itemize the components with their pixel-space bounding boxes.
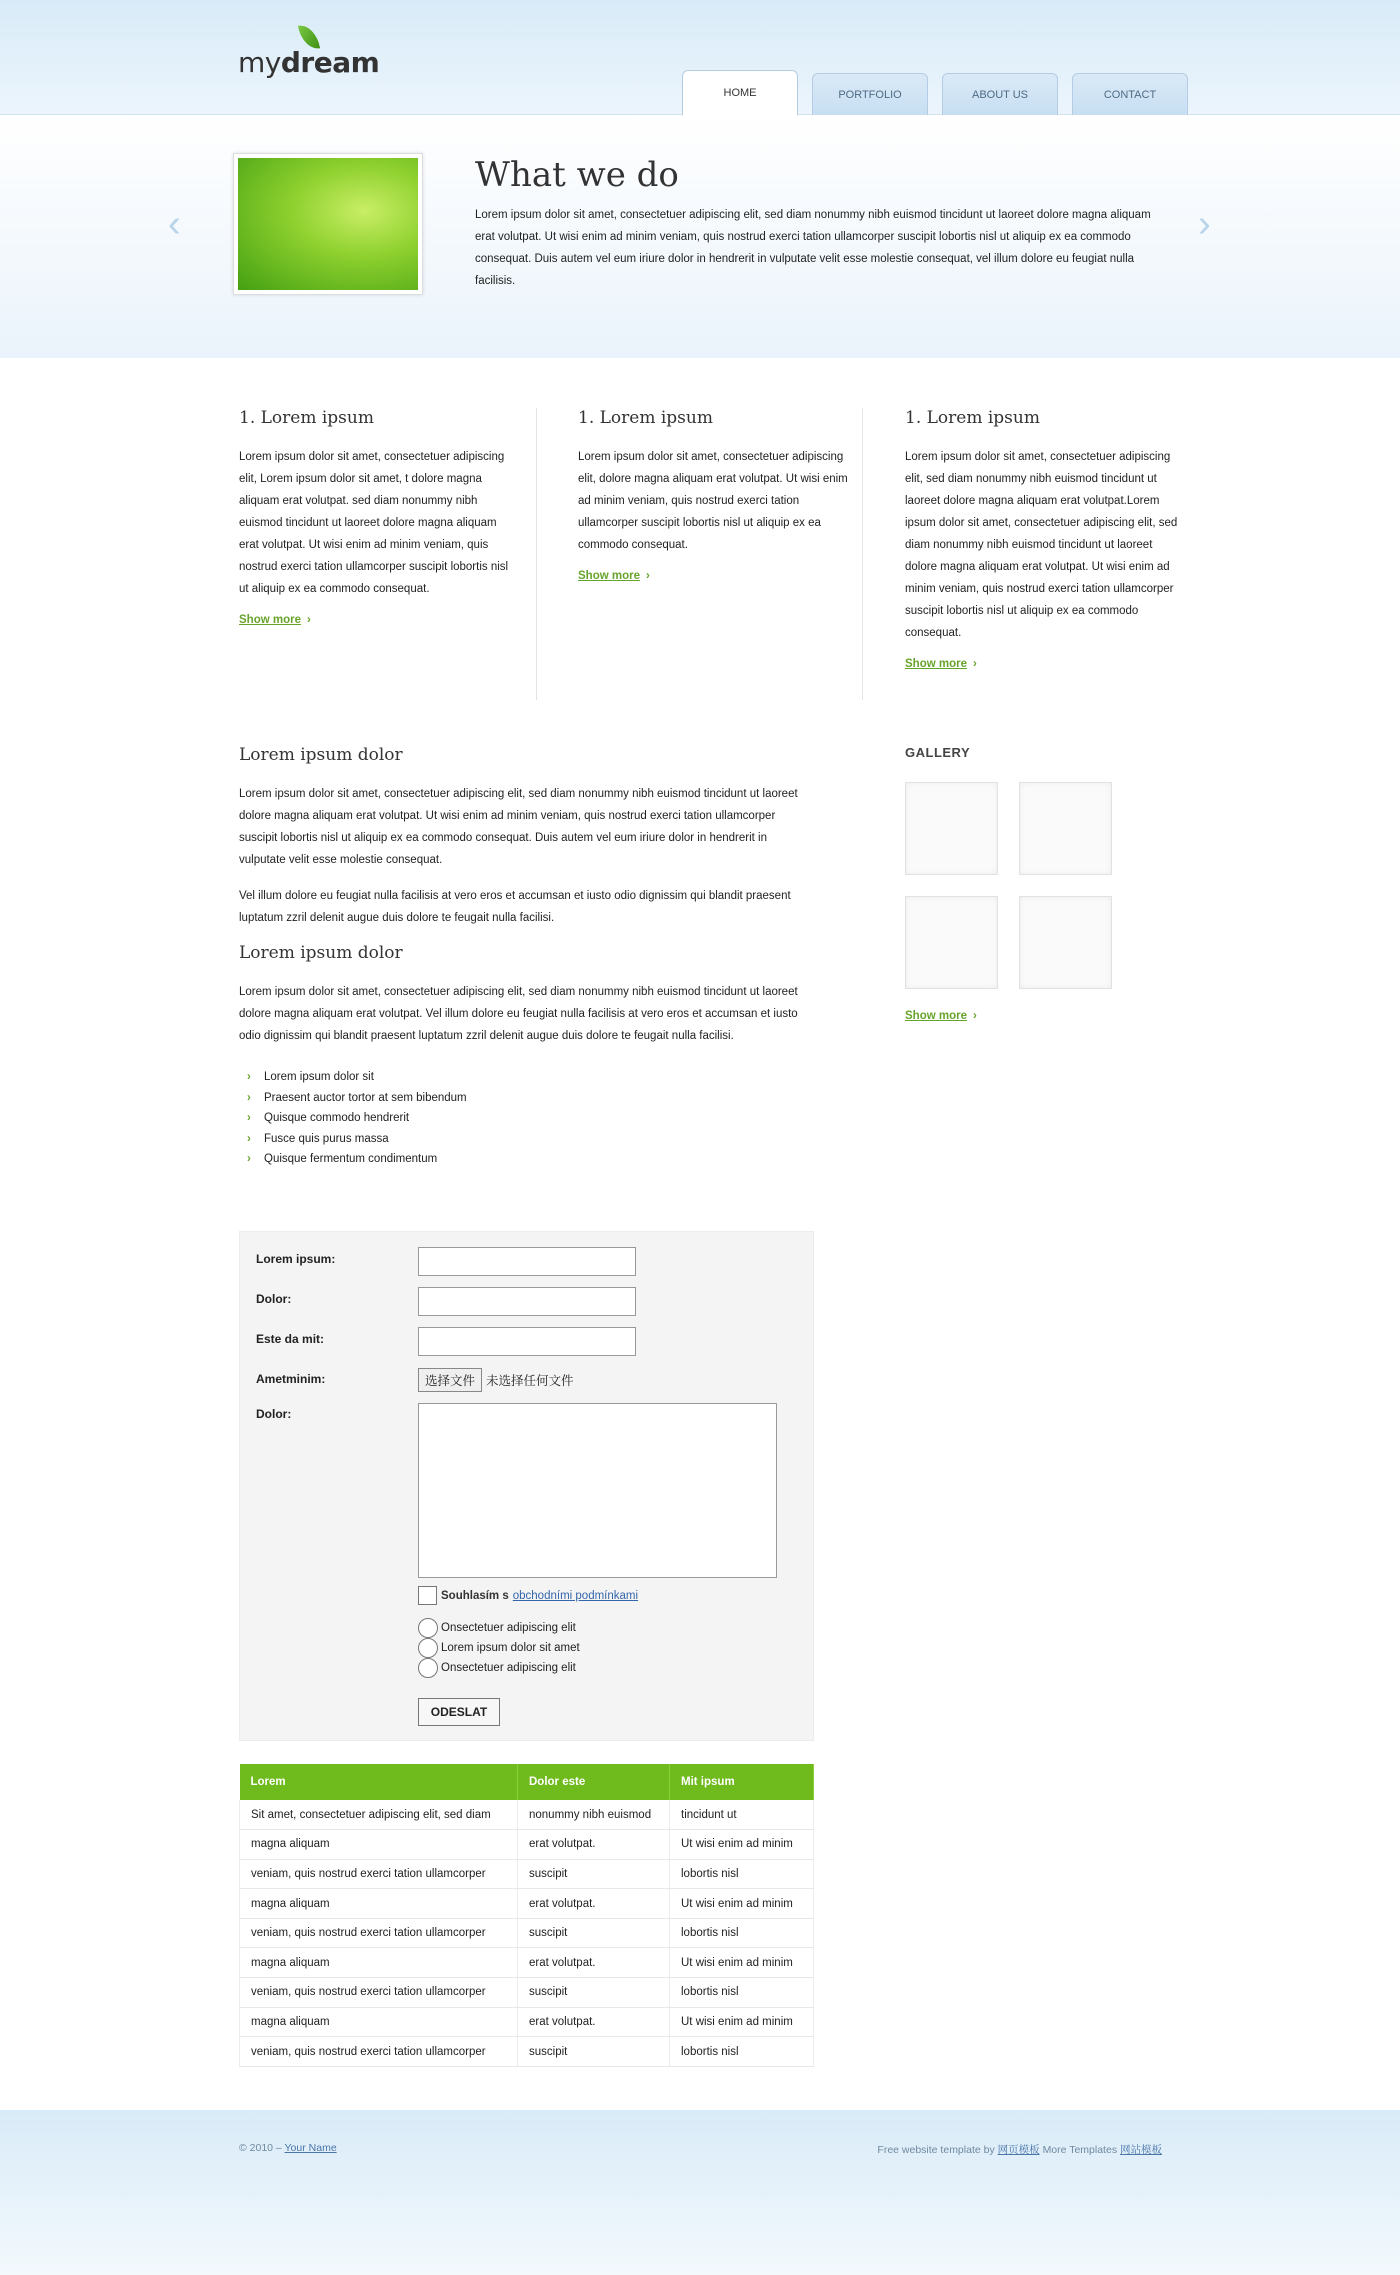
main-content xyxy=(239,745,814,1170)
table-row: veniam, quis nostrud exerci tation ullamcorper suscipit lobortis nisl xyxy=(240,1859,814,1889)
table-header: Mit ipsum xyxy=(670,1764,814,1800)
paragraph: Lorem ipsum dolor sit amet, consectetuer adipiscing elit, sed diam nonummy nibh euismod tincidunt ut laoreet dolore magna aliquam erat volutpat. Vel illum dolore eu feugiat nulla facilisis at vero eros et accumsan et iusto odio dignissim qui blandit praesent luptatum zzril delenit augue duis dolore te feugait nulla facilisi. xyxy=(239,986,798,1042)
more-templates-link[interactable]: 网站模板 xyxy=(1120,2144,1162,2156)
feature-column-1 xyxy=(239,408,514,626)
table-row: magna aliquam erat volutpat. Ut wisi enim ad minim xyxy=(240,1830,814,1860)
nav-tab-about-us[interactable]: ABOUT US xyxy=(942,73,1058,115)
paragraph: Lorem ipsum dolor sit amet, consectetuer adipiscing elit, sed diam nonummy nibh euismod tincidunt ut laoreet dolore magna aliquam erat volutpat. Ut wisi enim ad minim veniam, quis nostrud exerci tation ullamcorper suscipit lobortis nisl ut aliquip ex ea commodo consequat. Duis autem vel eum iriure dolor in hendrerit in vulputate velit esse molestie consequat. xyxy=(239,788,798,866)
dolor-input[interactable] xyxy=(418,1287,636,1316)
gallery-thumbnail[interactable] xyxy=(905,896,998,989)
gallery-thumbnail[interactable] xyxy=(1019,782,1112,875)
header xyxy=(0,0,1400,115)
list-item: › Fusce quis purus massa xyxy=(239,1129,814,1150)
list-item: › Lorem ipsum dolor sit xyxy=(239,1067,814,1088)
table-row: Sit amet, consectetuer adipiscing elit, sed diam nonummy nibh euismod tincidunt ut xyxy=(240,1800,814,1830)
table-header-row xyxy=(240,1764,814,1800)
chevron-left-icon[interactable]: ‹ xyxy=(168,203,181,245)
logo[interactable] xyxy=(238,46,379,79)
gallery-show-more-link[interactable]: Show more › xyxy=(905,1010,977,1022)
list-item: › Quisque commodo hendrerit xyxy=(239,1108,814,1129)
column-title: 1. Lorem ipsum xyxy=(905,408,1040,428)
author-link[interactable]: Your Name xyxy=(284,2142,337,2154)
logo-light: my xyxy=(238,46,281,79)
footer xyxy=(0,2110,1400,2275)
form-label: Ametminim: xyxy=(256,1372,326,1386)
show-more-link[interactable]: Show more › xyxy=(905,658,977,670)
list-item: › Praesent auctor tortor at sem bibendum xyxy=(239,1088,814,1109)
column-divider xyxy=(536,408,537,700)
table-row: magna aliquam erat volutpat. Ut wisi enim ad minim xyxy=(240,1889,814,1919)
chevron-right-icon: › xyxy=(247,1132,251,1145)
chevron-right-icon: › xyxy=(972,1010,977,1022)
column-text: Lorem ipsum dolor sit amet, consectetuer adipiscing elit, Lorem ipsum dolor sit amet, t dolore magna aliquam erat volutpat. sed diam nonummy nibh euismod tincidunt ut laoreet dolore magna aliquam erat volutpat. Ut wisi enim ad minim veniam, quis nostrud exerci tation ullamcorper suscipit lobortis nisl ut aliquip ex ea commodo consequat. xyxy=(239,451,509,595)
hero-text: Lorem ipsum dolor sit amet, consectetuer adipiscing elit, sed diam nonummy nibh euismod tincidunt ut laoreet dolore magna aliquam erat volutpat. Ut wisi enim ad minim veniam, quis nostrud exerci tation ullamcorper suscipit lobortis nisl ut aliquip ex ea commodo consequat. Duis autem vel eum iriure dolor in hendrerit in vulputate velit esse molestie consequat, vel illum dolore eu feugiat nulla facilisis. xyxy=(475,209,1151,287)
show-more-link[interactable]: Show more › xyxy=(239,614,311,626)
chevron-right-icon: › xyxy=(247,1112,251,1124)
feature-column-3 xyxy=(905,408,1180,670)
radio-button[interactable] xyxy=(418,1618,438,1638)
submit-button[interactable]: ODESLAT xyxy=(418,1698,500,1726)
table-row: veniam, quis nostrud exerci tation ullamcorper suscipit lobortis nisl xyxy=(240,1918,814,1948)
terms-checkbox-row xyxy=(418,1586,638,1605)
form-label: Lorem ipsum: xyxy=(256,1252,336,1266)
radio-option[interactable]: Lorem ipsum dolor sit amet xyxy=(418,1638,580,1658)
gallery-thumbnail[interactable] xyxy=(1019,896,1112,989)
terms-checkbox[interactable] xyxy=(418,1586,437,1605)
section-heading: Lorem ipsum dolor xyxy=(239,745,403,765)
column-text: Lorem ipsum dolor sit amet, consectetuer adipiscing elit, sed diam nonummy nibh euismod tincidunt ut laoreet dolore magna aliquam erat volutpat.Lorem ipsum dolor sit amet, consectetuer adipiscing elit, sed diam nonummy nibh euismod tincidunt ut laoreet dolore magna aliquam erat volutpat. Ut wisi enim ad minim veniam, quis nostrud exerci tation ullamcorper suscipit lobortis nisl ut aliquip ex ea commodo consequat. xyxy=(905,451,1178,639)
terms-link[interactable]: obchodními podmínkami xyxy=(512,1589,639,1602)
form-label: Dolor: xyxy=(256,1292,292,1306)
chevron-right-icon: › xyxy=(247,1071,251,1083)
table-header: Dolor este xyxy=(518,1764,670,1800)
lorem-ipsum-input[interactable] xyxy=(418,1247,636,1276)
nav-tab-contact[interactable]: CONTACT xyxy=(1072,73,1188,115)
nav-tab-home[interactable]: HOME xyxy=(682,70,798,115)
choose-file-button[interactable]: 选择文件 xyxy=(418,1368,482,1392)
contact-form xyxy=(239,1231,814,1741)
chevron-right-icon: › xyxy=(645,570,650,582)
bullet-list xyxy=(239,1067,814,1170)
logo-bold: dream xyxy=(280,46,380,79)
column-title: 1. Lorem ipsum xyxy=(578,408,713,428)
chevron-right-icon: › xyxy=(247,1091,251,1104)
hero-image xyxy=(233,153,423,295)
chevron-right-icon: › xyxy=(247,1153,251,1165)
gallery-thumbnail[interactable] xyxy=(905,782,998,875)
este-da-mit-input[interactable] xyxy=(418,1327,636,1356)
nav-tab-portfolio[interactable]: PORTFOLIO xyxy=(812,73,928,115)
table-row: magna aliquam erat volutpat. Ut wisi enim ad minim xyxy=(240,1948,814,1978)
data-table xyxy=(239,1764,814,2067)
radio-button[interactable] xyxy=(418,1638,438,1658)
file-status: 未选择任何文件 xyxy=(486,1374,574,1388)
table-row: veniam, quis nostrud exerci tation ullamcorper suscipit lobortis nisl xyxy=(240,1978,814,2008)
section-heading: Lorem ipsum dolor xyxy=(239,943,403,963)
table-header: Lorem xyxy=(240,1764,518,1800)
column-title: 1. Lorem ipsum xyxy=(239,408,374,428)
main-nav xyxy=(682,70,1202,115)
message-textarea[interactable] xyxy=(418,1403,777,1578)
chevron-right-icon: › xyxy=(972,658,977,670)
list-item: › Quisque fermentum condimentum xyxy=(239,1149,814,1170)
chevron-right-icon: › xyxy=(306,614,311,626)
template-credit: Free website template by 网页模板 More Templates 网站模板 xyxy=(877,2144,1162,2156)
feature-column-2 xyxy=(578,408,853,582)
column-divider xyxy=(862,408,863,700)
paragraph: Vel illum dolore eu feugiat nulla facilisis at vero eros et accumsan et iusto odio dignissim qui blandit praesent luptatum zzril delenit augue duis dolore te feugait nulla facilisi. xyxy=(239,890,791,924)
radio-option[interactable]: Onsectetuer adipiscing elit xyxy=(418,1658,576,1678)
copyright: © 2010 – Your Name xyxy=(239,2142,337,2154)
show-more-link[interactable]: Show more › xyxy=(578,570,650,582)
file-upload xyxy=(418,1368,574,1392)
table-row: magna aliquam erat volutpat. Ut wisi enim ad minim xyxy=(240,2007,814,2037)
table-row: veniam, quis nostrud exerci tation ullamcorper suscipit lobortis nisl xyxy=(240,2037,814,2067)
hero-title: What we do xyxy=(475,155,679,195)
checkbox-label: Souhlasím s xyxy=(441,1589,509,1602)
form-label: Dolor: xyxy=(256,1407,292,1421)
form-label: Este da mit: xyxy=(256,1332,325,1346)
chevron-right-icon[interactable]: › xyxy=(1198,203,1211,245)
radio-option[interactable]: Onsectetuer adipiscing elit xyxy=(418,1618,576,1638)
column-text: Lorem ipsum dolor sit amet, consectetuer adipiscing elit, dolore magna aliquam erat volutpat. Ut wisi enim ad minim veniam, quis nostrud exerci tation ullamcorper suscipit lobortis nisl ut aliquip ex ea commodo consequat. xyxy=(578,451,848,551)
gallery-title: GALLERY xyxy=(905,745,971,760)
credit-link[interactable]: 网页模板 xyxy=(997,2144,1040,2156)
hero-slider xyxy=(0,115,1400,358)
radio-button[interactable] xyxy=(418,1658,438,1678)
